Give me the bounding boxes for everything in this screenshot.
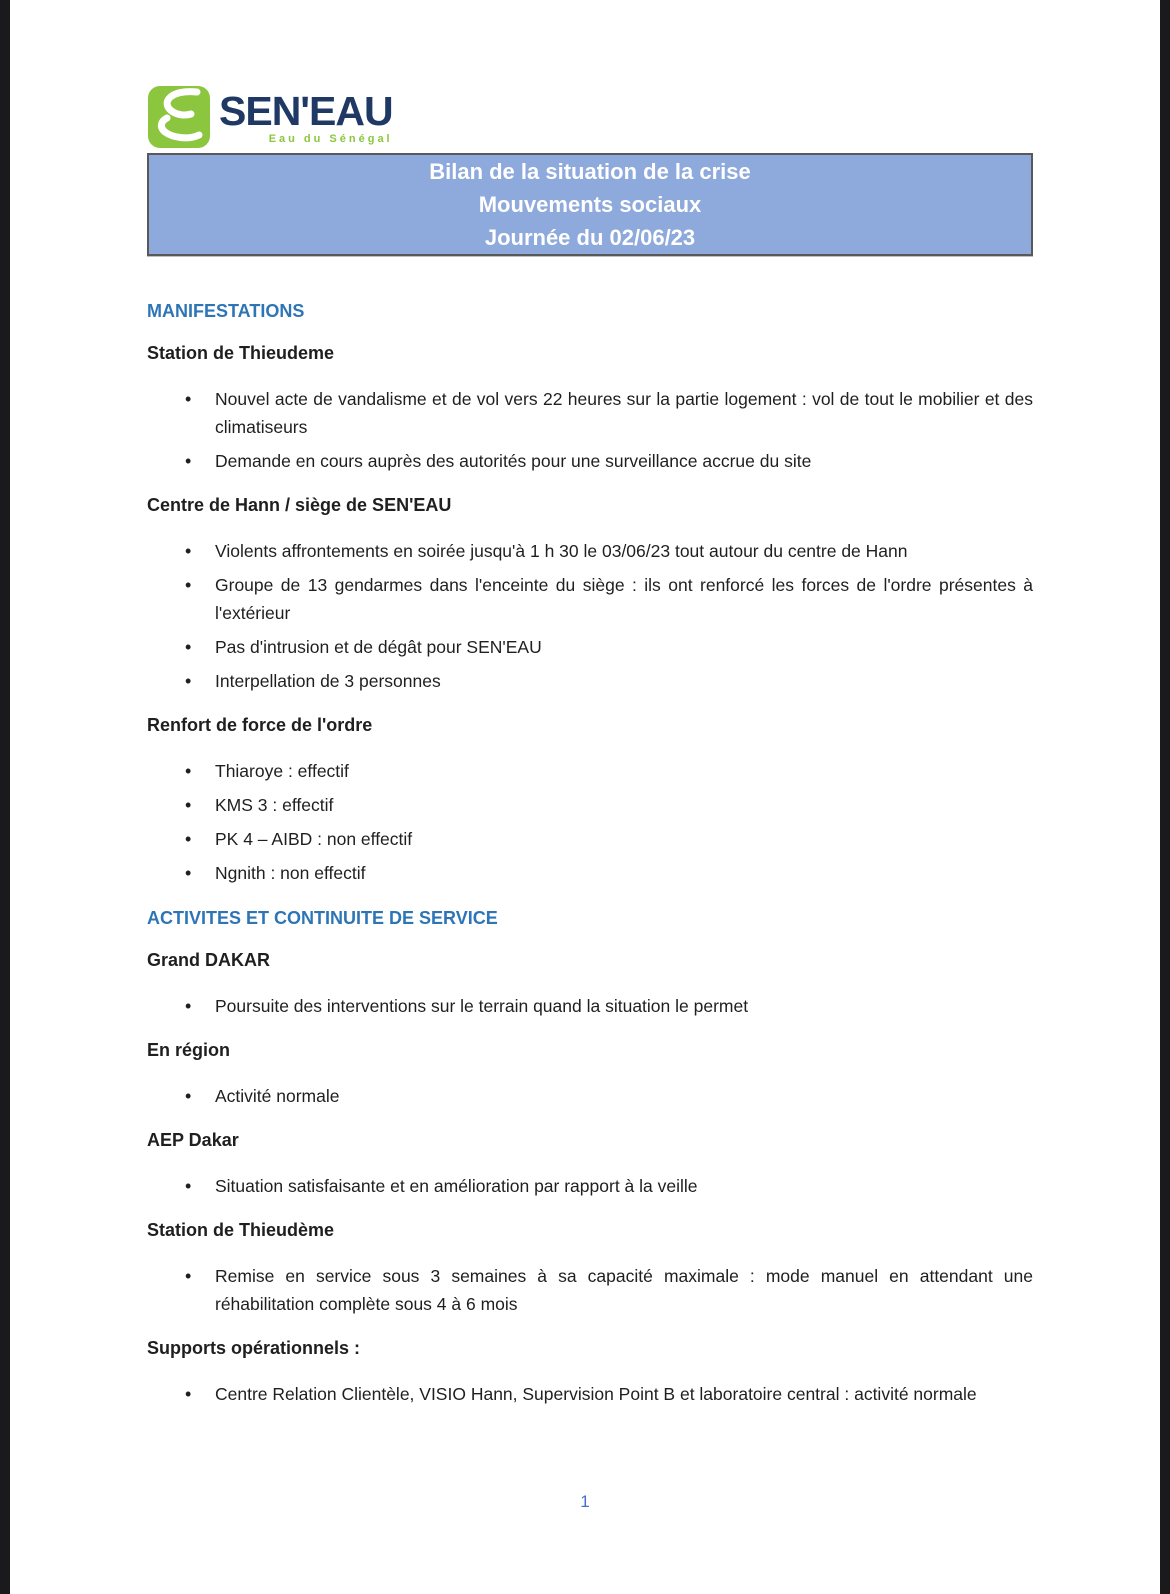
list-item: • Centre Relation Clientèle, VISIO Hann, Supervision Point B et laboratoire central : activité normale — [147, 1380, 1033, 1408]
seneau-logo-icon — [147, 85, 211, 149]
subhead-grand-dakar: Grand DAKAR — [147, 950, 271, 970]
section-heading-manifestations: MANIFESTATIONS — [147, 301, 305, 321]
banner-title-line-2: Mouvements sociaux — [478, 192, 702, 217]
bullet-list — [147, 1262, 1033, 1318]
list-item: • Poursuite des interventions sur le terrain quand la situation le permet — [147, 992, 1033, 1020]
subhead-station-thieudeme: Station de Thieudeme — [147, 343, 335, 363]
bullet-list — [147, 992, 1033, 1020]
subhead-supports-operationnels: Supports opérationnels : — [147, 1338, 361, 1358]
bullet-list — [147, 537, 1033, 695]
page-number: 1 — [580, 1492, 590, 1511]
subhead-centre-hann: Centre de Hann / siège de SEN'EAU — [147, 495, 452, 515]
banner-title-line-1: Bilan de la situation de la crise — [429, 159, 751, 184]
list-item: • Violents affrontements en soirée jusqu'à 1 h 30 le 03/06/23 tout autour du centre de Hann — [147, 537, 1033, 565]
list-item: • Situation satisfaisante et en amélioration par rapport à la veille — [147, 1172, 1033, 1200]
brand-tagline: Eau du Sénégal — [268, 133, 393, 145]
seneau-logo-text — [219, 85, 393, 145]
subhead-en-region: En région — [147, 1040, 231, 1060]
document-page — [10, 0, 1160, 1594]
list-item: • Thiaroye : effectif — [147, 757, 1033, 785]
list-item: • Ngnith : non effectif — [147, 859, 1033, 887]
brand-name: SEN'EAU — [219, 88, 393, 134]
list-item: • Remise en service sous 3 semaines à sa capacité maximale : mode manuel en attendant une réhabilitation complète sous 4 à 6 mois — [147, 1262, 1033, 1318]
subhead-station-thieudeme-2: Station de Thieudème — [147, 1220, 335, 1240]
seneau-logo — [147, 85, 1033, 151]
list-item: • Demande en cours auprès des autorités pour une surveillance accrue du site — [147, 447, 1033, 475]
list-item: • Nouvel acte de vandalisme et de vol vers 22 heures sur la partie logement : vol de tout le mobilier et des climatiseurs — [147, 385, 1033, 441]
bullet-list — [147, 385, 1033, 475]
list-item: • Groupe de 13 gendarmes dans l'enceinte du siège : ils ont renforcé les forces de l'ordre présentes à l'extérieur — [147, 571, 1033, 627]
list-item: • KMS 3 : effectif — [147, 791, 1033, 819]
bullet-list — [147, 1172, 1033, 1200]
title-banner — [147, 153, 1033, 256]
bullet-list — [147, 757, 1033, 887]
subhead-renfort-force-ordre: Renfort de force de l'ordre — [147, 715, 373, 735]
bullet-list — [147, 1380, 1033, 1408]
section-heading-activites: ACTIVITES ET CONTINUITE DE SERVICE — [147, 908, 498, 928]
list-item: • PK 4 – AIBD : non effectif — [147, 825, 1033, 853]
list-item: • Activité normale — [147, 1082, 1033, 1110]
bullet-list — [147, 1082, 1033, 1110]
banner-title-line-3: Journée du 02/06/23 — [484, 225, 696, 250]
list-item: • Pas d'intrusion et de dégât pour SEN'EAU — [147, 633, 1033, 661]
subhead-aep-dakar: AEP Dakar — [147, 1130, 239, 1150]
list-item: • Interpellation de 3 personnes — [147, 667, 1033, 695]
